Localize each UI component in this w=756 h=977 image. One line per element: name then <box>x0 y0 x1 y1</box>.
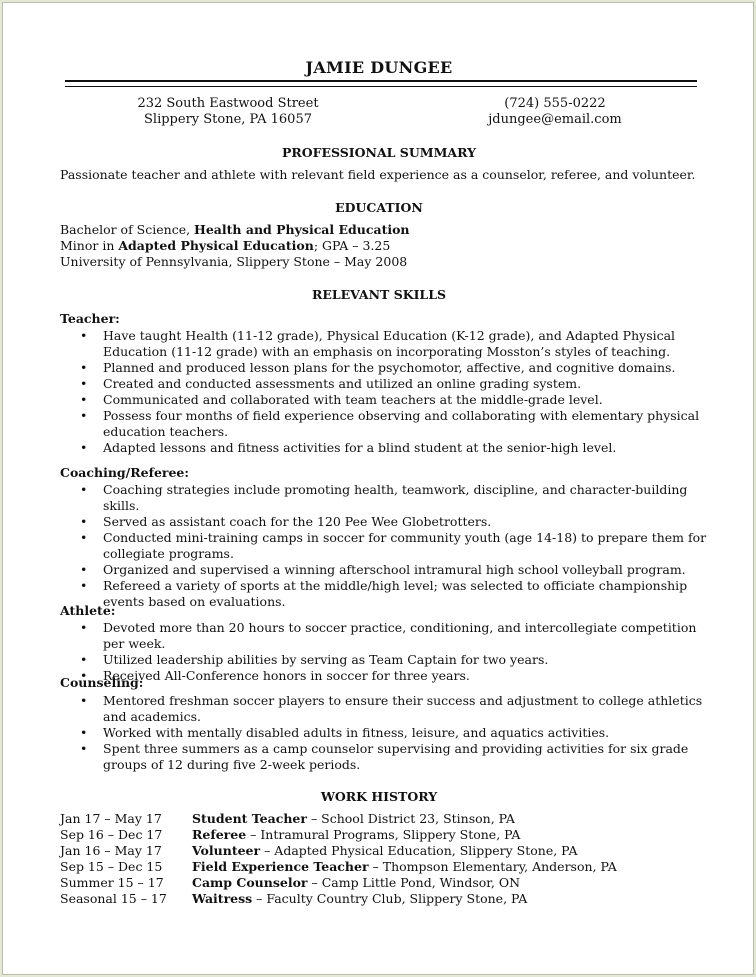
resume-page <box>2 2 754 975</box>
work-dates: Jan 17 – May 17 <box>60 811 162 826</box>
work-title: Camp Counselor <box>192 875 308 890</box>
summary-text: Passionate teacher and athlete with relevant field experience as a counselor, referee, and volunteer. <box>60 167 696 182</box>
work-history-table <box>60 811 710 907</box>
list-item: • Adapted lessons and fitness activities for a blind student at the senior-high level. <box>60 440 710 456</box>
table-row <box>60 891 710 907</box>
work-detail: – School District 23, Stinson, PA <box>306 811 515 826</box>
work-dates: Seasonal 15 – 17 <box>60 891 167 906</box>
work-detail: – Adapted Physical Education, Slippery Stone, PA <box>260 843 578 858</box>
address-line-1: 232 South Eastwood Street <box>137 96 319 111</box>
education-heading: EDUCATION <box>335 200 423 215</box>
work-title: Waitress <box>192 891 253 906</box>
list-item: • Received All-Conference honors in soccer for three years. <box>60 668 710 684</box>
athlete-subheading: Athlete: <box>60 603 116 618</box>
address-block <box>113 96 343 128</box>
list-item: • Conducted mini-training camps in soccer for community youth (age 14-18) to prepare them for collegiate programs. <box>60 530 710 562</box>
athlete-skills-list <box>60 620 710 684</box>
teacher-subheading: Teacher: <box>60 311 120 326</box>
list-item: • Refereed a variety of sports at the middle/high level; was selected to officiate championship events based on evaluations. <box>60 578 710 610</box>
list-item: • Created and conducted assessments and utilized an online grading system. <box>60 376 710 392</box>
contact-block <box>435 96 675 128</box>
header-rule-thick <box>65 80 697 82</box>
address-line-2: Slippery Stone, PA 16057 <box>144 112 312 127</box>
list-item: • Communicated and collaborated with team teachers at the middle-grade level. <box>60 392 710 408</box>
work-heading: WORK HISTORY <box>320 789 438 804</box>
summary-heading: PROFESSIONAL SUMMARY <box>281 145 477 160</box>
education-school: University of Pennsylvania, Slippery Stone – May 2008 <box>60 254 408 269</box>
email: jdungee@email.com <box>488 112 622 127</box>
education-degree <box>60 222 410 237</box>
list-item: • Devoted more than 20 hours to soccer practice, conditioning, and intercollegiate competition per week. <box>60 620 710 652</box>
work-detail: – Intramural Programs, Slippery Stone, PA <box>246 827 521 842</box>
list-item: • Utilized leadership abilities by serving as Team Captain for two years. <box>60 652 710 668</box>
coaching-skills-list <box>60 482 710 610</box>
table-row <box>60 859 710 875</box>
work-dates: Sep 15 – Dec 15 <box>60 859 163 874</box>
table-row <box>60 843 710 859</box>
list-item: • Worked with mentally disabled adults in fitness, leisure, and aquatics activities. <box>60 725 710 741</box>
work-title: Volunteer <box>192 843 261 858</box>
list-item: • Organized and supervised a winning afterschool intramural high school volleyball program. <box>60 562 710 578</box>
work-detail: – Thompson Elementary, Anderson, PA <box>368 859 617 874</box>
work-title: Referee <box>192 827 247 842</box>
work-entry <box>192 827 520 843</box>
table-row <box>60 811 710 827</box>
list-item: • Mentored freshman soccer players to ensure their success and adjustment to college athletics and academics. <box>60 693 710 725</box>
minor-name: Adapted Physical Education <box>118 238 314 253</box>
work-detail: – Camp Little Pond, Windsor, ON <box>307 875 521 890</box>
degree-major: Health and Physical Education <box>194 222 410 237</box>
list-item: • Coaching strategies include promoting health, teamwork, discipline, and character-building skills. <box>60 482 710 514</box>
list-item: • Possess four months of field experience observing and collaborating with elementary physical education teachers. <box>60 408 710 440</box>
work-dates: Jan 16 – May 17 <box>60 843 162 858</box>
work-title: Student Teacher <box>192 811 307 826</box>
work-title: Field Experience Teacher <box>192 859 369 874</box>
minor-prefix: Minor in <box>60 238 119 253</box>
list-item: • Served as assistant coach for the 120 Pee Wee Globetrotters. <box>60 514 710 530</box>
work-detail: – Faculty Country Club, Slippery Stone, PA <box>252 891 528 906</box>
counseling-subheading: Counseling: <box>60 675 144 690</box>
list-item: • Have taught Health (11-12 grade), Physical Education (K-12 grade), and Adapted Physical Education (11-12 grade) with an emphasis on incorporating Mosston’s styles of teaching. <box>60 328 710 360</box>
table-row <box>60 875 710 891</box>
header-rule-thin <box>65 86 697 87</box>
work-entry <box>192 811 515 827</box>
degree-prefix: Bachelor of Science, <box>60 222 195 237</box>
work-dates: Summer 15 – 17 <box>60 875 164 890</box>
work-entry <box>192 891 527 907</box>
candidate-name: JAMIE DUNGEE <box>305 58 453 77</box>
teacher-skills-list <box>60 328 710 456</box>
list-item: • Spent three summers as a camp counselor supervising and providing activities for six grade groups of 12 during five 2-week periods. <box>60 741 710 773</box>
minor-gpa: ; GPA – 3.25 <box>313 238 391 253</box>
coaching-subheading: Coaching/Referee: <box>60 465 190 480</box>
work-entry <box>192 859 617 875</box>
list-item: • Planned and produced lesson plans for the psychomotor, affective, and cognitive domains. <box>60 360 710 376</box>
counseling-skills-list <box>60 693 710 773</box>
education-minor <box>60 238 390 253</box>
phone: (724) 555-0222 <box>504 96 606 111</box>
work-entry <box>192 843 577 859</box>
table-row <box>60 827 710 843</box>
work-dates: Sep 16 – Dec 17 <box>60 827 163 842</box>
skills-heading: RELEVANT SKILLS <box>311 287 447 302</box>
work-entry <box>192 875 520 891</box>
